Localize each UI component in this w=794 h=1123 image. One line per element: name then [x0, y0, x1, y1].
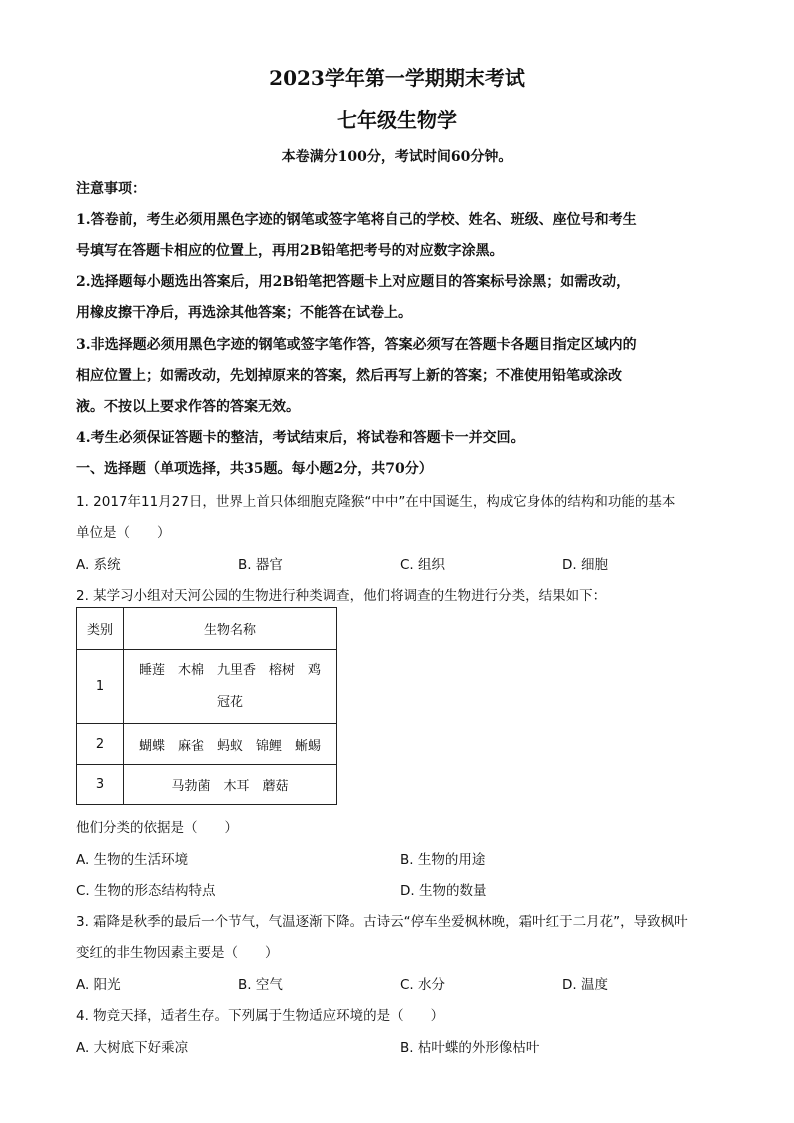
q1-stem-line-1: 1. 2017年11月27日，世界上首只体细胞克隆猴“中中”在中国诞生，构成它身体的结构和功能的基本 — [76, 494, 676, 510]
table-header-category: 类别 — [77, 608, 124, 650]
q1-option-c: C. 组织 — [400, 557, 446, 573]
table-cell-names: 蝴蝶 麻雀 蚂蚁 锦鲤 蜥蜴 — [124, 724, 337, 765]
q4-option-b: B. 枯叶蝶的外形像枯叶 — [400, 1040, 540, 1056]
table-cell-category: 3 — [77, 765, 124, 805]
q3-stem-line-2: 变红的非生物因素主要是（ ） — [76, 945, 279, 961]
note-3-line-2: 相应位置上；如需改动，先划掉原来的答案，然后再写上新的答案；不准使用铅笔或涂改 — [76, 368, 622, 384]
table-header-names: 生物名称 — [124, 608, 337, 650]
q1-option-d: D. 细胞 — [562, 557, 608, 573]
table-cell-names: 马勃菌 木耳 蘑菇 — [124, 765, 337, 805]
q2-option-c: C. 生物的形态结构特点 — [76, 883, 216, 899]
q1-stem-line-2: 单位是（ ） — [76, 525, 171, 541]
q2-option-b: B. 生物的用途 — [400, 852, 486, 868]
table-cell-category: 2 — [77, 724, 124, 765]
note-4-line-1: 4.考生必须保证答题卡的整洁，考试结束后，将试卷和答题卡一并交回。 — [76, 430, 525, 446]
notes-heading: 注意事项： — [76, 181, 146, 197]
q4-option-a: A. 大树底下好乘凉 — [76, 1040, 189, 1056]
table-row — [77, 765, 337, 805]
table-row — [77, 650, 337, 724]
q3-option-c: C. 水分 — [400, 977, 446, 993]
q2-stem-line-2: 他们分类的依据是（ ） — [76, 820, 238, 836]
note-3-line-1: 3.非选择题必须用黑色字迹的钢笔或签字笔作答，答案必须写在答题卡各题目指定区域内的 — [76, 337, 637, 353]
table-cell-names-line-1: 睡莲 木棉 九里香 榕树 鸡 — [138, 662, 321, 678]
note-1-line-1: 1.答卷前，考生必须用黑色字迹的钢笔或签字笔将自己的学校、姓名、班级、座位号和考生 — [76, 212, 637, 228]
table-header-row — [77, 608, 337, 650]
exam-title: 2023学年第一学期期末考试 — [269, 66, 525, 90]
classification-table — [76, 607, 337, 805]
q3-option-b: B. 空气 — [238, 977, 283, 993]
exam-subject: 七年级生物学 — [337, 108, 457, 132]
q1-option-a: A. 系统 — [76, 557, 121, 573]
note-1-line-2: 号填写在答题卡相应的位置上，再用2B铅笔把考号的对应数字涂黑。 — [76, 243, 504, 259]
q2-option-d: D. 生物的数量 — [400, 883, 487, 899]
section-1-heading: 一、选择题（单项选择，共35题。每小题2分，共70分） — [76, 461, 433, 477]
table-row — [77, 724, 337, 765]
table-cell-names — [124, 650, 337, 724]
table-cell-category: 1 — [77, 650, 124, 724]
q1-option-b: B. 器官 — [238, 557, 283, 573]
q2-stem-line-1: 2. 某学习小组对天河公园的生物进行种类调查，他们将调查的生物进行分类，结果如下： — [76, 588, 607, 604]
q3-option-d: D. 温度 — [562, 977, 608, 993]
note-2-line-1: 2.选择题每小题选出答案后，用2B铅笔把答题卡上对应题目的答案标号涂黑；如需改动， — [76, 274, 631, 290]
q3-option-a: A. 阳光 — [76, 977, 121, 993]
exam-info: 本卷满分100分，考试时间60分钟。 — [281, 149, 513, 165]
table-cell-names-line-2: 冠花 — [216, 694, 243, 710]
q3-stem-line-1: 3. 霜降是秋季的最后一个节气，气温逐渐下降。古诗云“停车坐爱枫林晚，霜叶红于二月花”，导致枫叶 — [76, 914, 688, 930]
q4-stem-line-1: 4. 物竞天择，适者生存。下列属于生物适应环境的是（ ） — [76, 1008, 445, 1024]
note-3-line-3: 液。不按以上要求作答的答案无效。 — [76, 399, 300, 415]
note-2-line-2: 用橡皮擦干净后，再选涂其他答案；不能答在试卷上。 — [76, 305, 412, 321]
q2-option-a: A. 生物的生活环境 — [76, 852, 189, 868]
